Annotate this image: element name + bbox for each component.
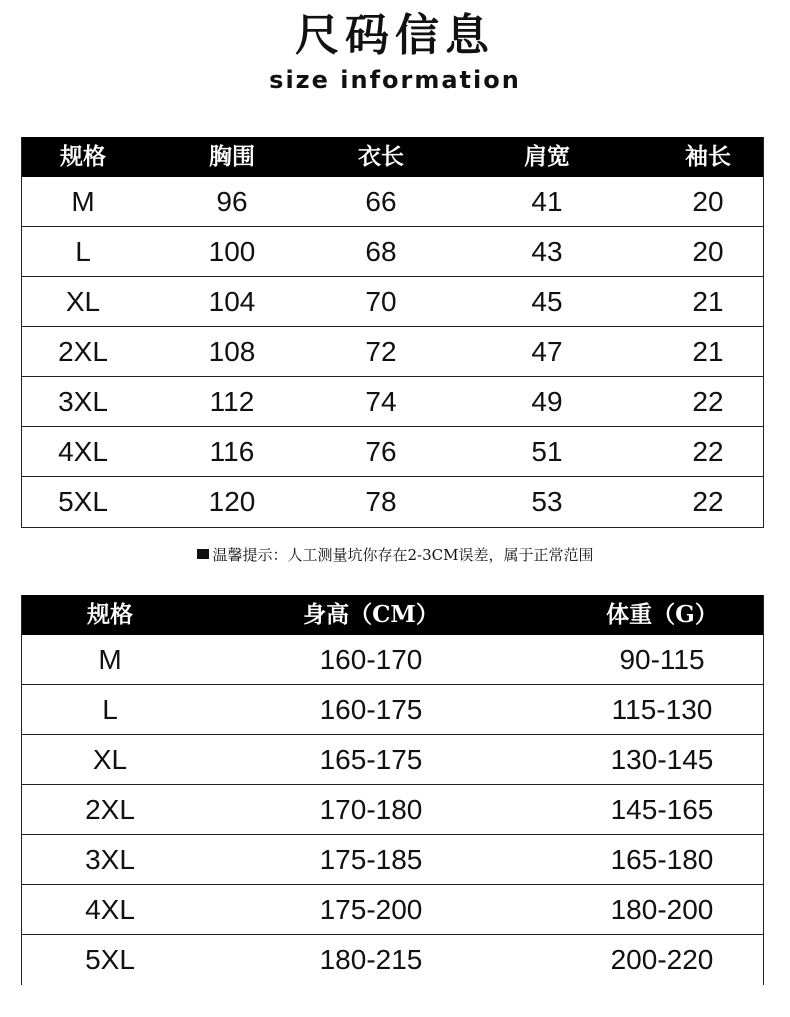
height-weight-table-cell: 180-200 bbox=[610, 894, 714, 925]
size-table-cell: 78 bbox=[365, 486, 397, 517]
measurement-note-text: 温馨提示：人工测量坑你存在2-3CM误差，属于正常范围 bbox=[212, 546, 594, 564]
size-table-cell: 76 bbox=[365, 436, 397, 467]
table-row bbox=[22, 935, 763, 985]
height-weight-table-cell: 165-180 bbox=[610, 844, 714, 875]
size-table-cell: 5XL bbox=[58, 486, 108, 517]
height-weight-table bbox=[21, 595, 764, 985]
height-weight-table-cell: 90-115 bbox=[619, 644, 705, 675]
height-weight-table-cell: 115-130 bbox=[611, 694, 713, 725]
height-weight-table-cell: 175-200 bbox=[319, 894, 423, 925]
size-table-cell: 22 bbox=[692, 436, 724, 467]
size-table-cell: 3XL bbox=[58, 386, 108, 417]
height-weight-table-cell: 170-180 bbox=[319, 794, 423, 825]
size-table-cell: 66 bbox=[365, 186, 397, 217]
height-weight-table-cell: XL bbox=[92, 744, 128, 775]
size-table-cell: 22 bbox=[692, 486, 724, 517]
size-table-cell: 43 bbox=[531, 236, 563, 267]
size-table-cell: 47 bbox=[531, 336, 563, 367]
size-table-cell: 20 bbox=[692, 236, 724, 267]
size-table-cell: 20 bbox=[692, 186, 724, 217]
size-table-cell: 53 bbox=[531, 486, 563, 517]
size-table-cell: 68 bbox=[365, 236, 397, 267]
table-row bbox=[22, 177, 763, 227]
height-weight-table-cell: 5XL bbox=[85, 944, 135, 975]
height-weight-table-cell: 145-165 bbox=[610, 794, 714, 825]
height-weight-table-header-cell: 体重（G） bbox=[606, 601, 718, 628]
table-row bbox=[22, 685, 763, 735]
size-table-cell: 49 bbox=[531, 386, 563, 417]
size-table-cell: 4XL bbox=[58, 436, 108, 467]
height-weight-table-cell: 165-175 bbox=[319, 744, 423, 775]
size-table-cell: 45 bbox=[531, 286, 563, 317]
height-weight-table-cell: 3XL bbox=[85, 844, 135, 875]
height-weight-table-cell: 130-145 bbox=[610, 744, 714, 775]
measurement-note bbox=[0, 544, 790, 566]
height-weight-table-cell: 4XL bbox=[85, 894, 135, 925]
size-table-cell: 104 bbox=[208, 286, 256, 317]
size-table-cell: 74 bbox=[365, 386, 397, 417]
table-row bbox=[22, 327, 763, 377]
size-measurement-table bbox=[21, 137, 764, 528]
page-subtitle: size information bbox=[269, 66, 521, 94]
table-row bbox=[22, 635, 763, 685]
table-row bbox=[22, 377, 763, 427]
size-table-header-cell: 袖长 bbox=[685, 143, 731, 170]
size-table-cell: L bbox=[75, 236, 91, 267]
page-title: 尺码信息 bbox=[295, 10, 495, 61]
size-table-header-cell: 胸围 bbox=[209, 143, 255, 170]
table-row bbox=[22, 785, 763, 835]
table-row bbox=[22, 835, 763, 885]
size-table-cell: 108 bbox=[208, 336, 256, 367]
height-weight-table-header-cell: 身高（CM） bbox=[303, 601, 439, 628]
size-table-cell: 41 bbox=[531, 186, 563, 217]
size-table-cell: 21 bbox=[692, 336, 724, 367]
size-table-header-cell: 衣长 bbox=[358, 143, 404, 170]
height-weight-table-cell: 200-220 bbox=[610, 944, 714, 975]
table-row bbox=[22, 227, 763, 277]
size-table-cell: 112 bbox=[209, 386, 255, 417]
size-table-cell: 21 bbox=[692, 286, 724, 317]
height-weight-table-cell: L bbox=[102, 694, 118, 725]
size-table-cell: 72 bbox=[365, 336, 397, 367]
size-table-cell: 2XL bbox=[58, 336, 108, 367]
table-row bbox=[22, 735, 763, 785]
height-weight-table-header-row bbox=[22, 595, 763, 635]
table-row bbox=[22, 277, 763, 327]
size-table-cell: 116 bbox=[209, 436, 255, 467]
size-table-header-cell: 规格 bbox=[60, 143, 106, 170]
size-table-cell: 96 bbox=[216, 186, 248, 217]
size-table-header-row bbox=[22, 137, 763, 177]
height-weight-table-cell: 180-215 bbox=[319, 944, 423, 975]
size-table-cell: 100 bbox=[208, 236, 256, 267]
size-table-cell: XL bbox=[65, 286, 101, 317]
height-weight-table-header-cell: 规格 bbox=[87, 601, 133, 628]
size-table-header-cell: 肩宽 bbox=[524, 143, 570, 170]
height-weight-table-cell: 160-175 bbox=[319, 694, 423, 725]
table-row bbox=[22, 427, 763, 477]
size-table-cell: 120 bbox=[208, 486, 256, 517]
size-table-cell: 70 bbox=[365, 286, 397, 317]
size-table-cell: 51 bbox=[531, 436, 563, 467]
table-row bbox=[22, 477, 763, 527]
table-row bbox=[22, 885, 763, 935]
size-table-cell: 22 bbox=[692, 386, 724, 417]
square-bullet-icon bbox=[197, 549, 209, 559]
size-table-cell: M bbox=[71, 186, 95, 217]
height-weight-table-cell: M bbox=[98, 644, 122, 675]
height-weight-table-cell: 160-170 bbox=[319, 644, 423, 675]
height-weight-table-cell: 175-185 bbox=[319, 844, 423, 875]
height-weight-table-cell: 2XL bbox=[85, 794, 135, 825]
